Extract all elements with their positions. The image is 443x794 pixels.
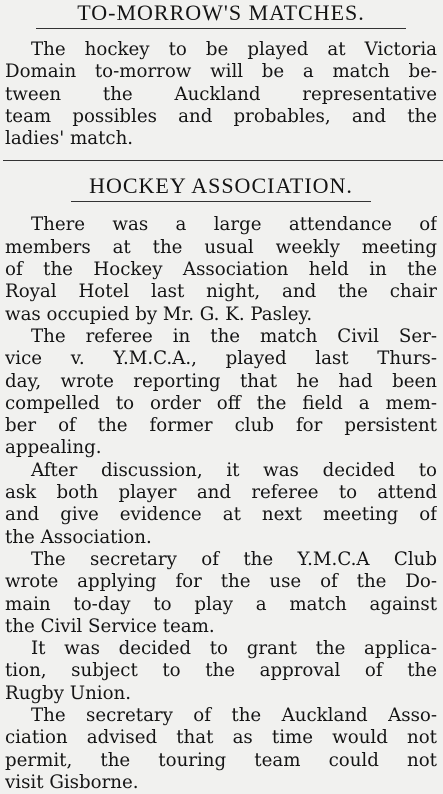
text-line: day, wrote reporting that he had been [5,370,437,392]
text-line: visit Gisborne. [5,771,139,793]
text-line: permit, the touring team could not [5,749,437,771]
text-line: appealing. [5,437,102,459]
article-paragraph [5,705,437,794]
text-line: ciation advised that as time would not [5,727,437,749]
text-line: and give evidence at next meeting of [5,504,437,526]
text-line: Royal Hotel last night, and the chair [5,281,437,303]
tomorrow-matches-paragraph [5,39,437,150]
text-line: It was decided to grant the applica- [31,638,437,660]
text-line: The hockey to be played at Victoria [31,39,437,60]
article-paragraph [5,326,437,460]
text-line: main to-day to play a match against [5,593,437,615]
article-paragraph [5,214,437,325]
section-heading-tomorrow-matches: TO-MORROW'S MATCHES. [77,0,365,25]
text-line: ask both player and referee to attend [5,482,437,504]
text-line: vice v. Y.M.C.A., played last Thurs- [5,348,437,370]
heading-divider [71,201,371,202]
hockey-association-article [5,214,437,794]
text-line: ladies' match. [5,128,134,150]
article-paragraph [5,638,437,705]
text-line: Rugby Union. [5,682,132,704]
article-paragraph [5,549,437,638]
text-line: was occupied by Mr. G. K. Pasley. [5,303,313,325]
text-line: Domain to-morrow will be a match be- [5,61,437,83]
text-line: members at the usual weekly meeting [5,236,437,258]
text-line: ber of the former club for persistent [5,415,437,437]
heading-divider [36,28,406,29]
text-line: The secretary of the Auckland Asso- [31,705,437,727]
text-line: The secretary of the Y.M.C.A Club [31,548,437,570]
text-line: After discussion, it was decided to [31,459,437,481]
article-divider [3,160,443,161]
article-paragraph [5,460,437,549]
text-line: team possibles and probables, and the [5,105,437,127]
text-line: There was a large attendance of [31,214,437,236]
text-line: tion, subject to the approval of the [5,660,437,682]
text-line: The referee in the match Civil Ser- [31,325,437,347]
text-line: wrote applying for the use of the Do- [5,571,437,593]
text-line: the Association. [5,526,152,548]
text-line: compelled to order off the field a mem- [5,392,437,414]
text-line: tween the Auckland representative [5,83,437,105]
section-heading-hockey-association: HOCKEY ASSOCIATION. [89,173,353,199]
text-line: of the Hockey Association held in the [5,259,437,281]
text-line: the Civil Service team. [5,615,215,637]
